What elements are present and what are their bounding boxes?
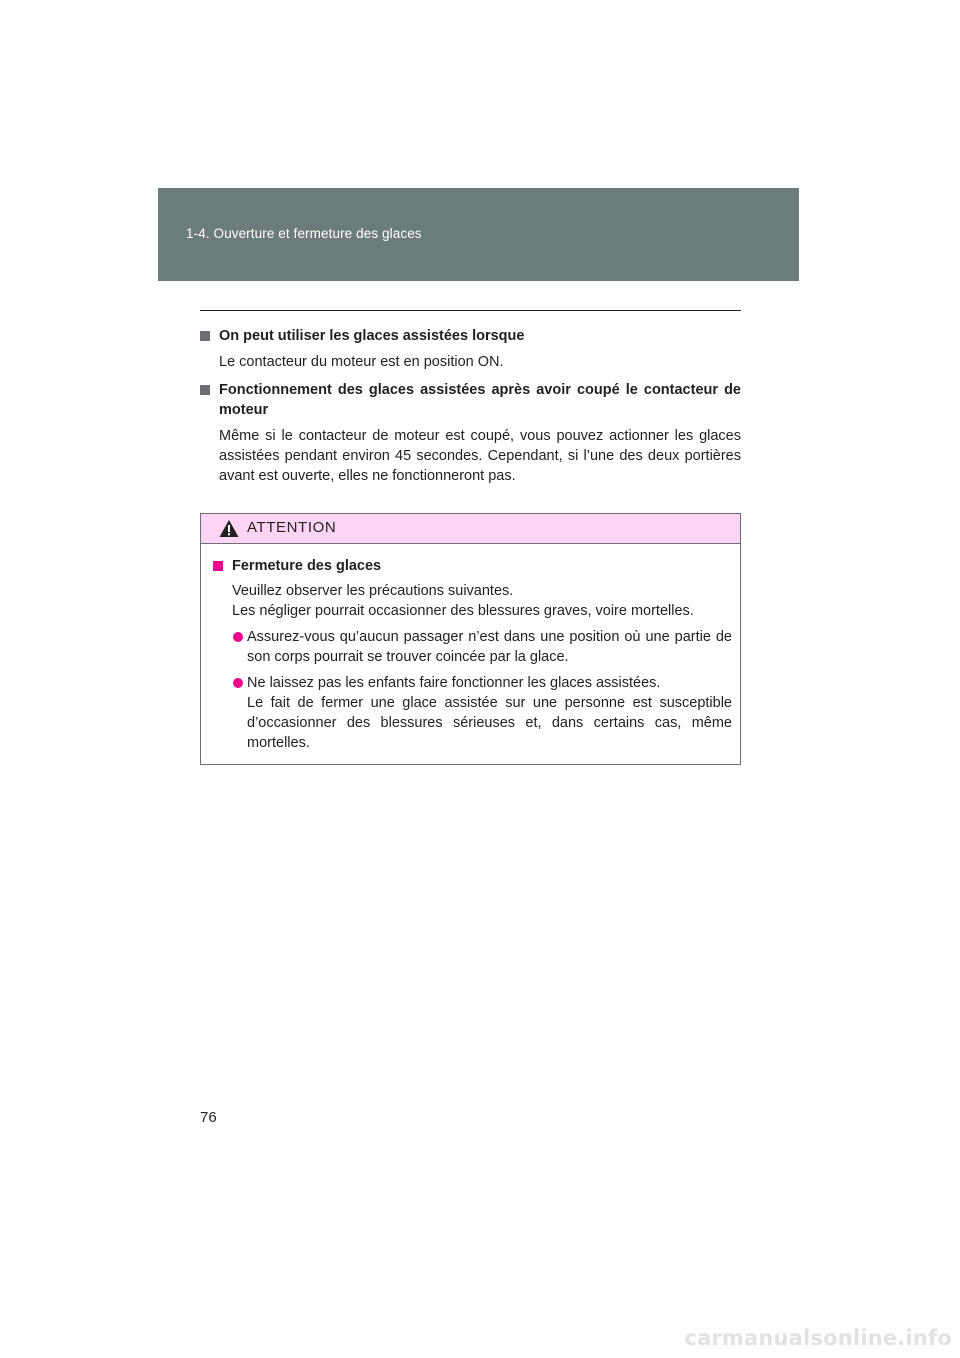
magenta-square-icon	[213, 561, 223, 571]
section-text-after-off: Même si le contacteur de moteur est coupé, vous pouvez actionner les glaces assistées pendant environ 45 secondes. Cependant, si l’une des deux portières avant est ouverte, elles ne fonctionneront pas.	[219, 428, 741, 484]
attention-bullet: Ne laissez pas les enfants faire fonctionner les glaces assistées.	[213, 673, 732, 693]
warning-triangle-icon	[219, 519, 239, 538]
magenta-dot-icon	[233, 632, 243, 642]
magenta-dot-icon	[233, 678, 243, 688]
attention-heading: Fermeture des glaces	[213, 556, 732, 576]
section-text-usage: Le contacteur du moteur est en position ON.	[219, 354, 504, 370]
section-heading-usage: On peut utiliser les glaces assistées lorsque	[200, 326, 741, 346]
section-title: 1-4. Ouverture et fermeture des glaces	[186, 226, 422, 241]
section-header-band	[158, 188, 799, 281]
attention-bullet-continuation: Le fait de fermer une glace assistée sur une personne est susceptible d’occasionner des blessures sérieuses et, dans certains cas, même mortelles.	[247, 695, 732, 751]
attention-body	[201, 544, 740, 753]
section-heading-after-off: Fonctionnement des glaces assistées après avoir coupé le contacteur de moteur	[200, 380, 741, 420]
square-bullet-icon	[200, 331, 210, 341]
attention-bullet: Assurez-vous qu’aucun passager n’est dans une position où une partie de son corps pourrait se trouver coincée par la glace.	[213, 627, 732, 667]
attention-intro-line: Veuillez observer les précautions suivantes.	[232, 583, 514, 599]
watermark: carmanualsonline.info	[684, 1326, 952, 1350]
attention-box	[200, 513, 741, 765]
square-bullet-icon	[200, 385, 210, 395]
main-content	[200, 326, 741, 486]
divider	[200, 310, 741, 311]
page-number: 76	[200, 1109, 217, 1126]
attention-header	[201, 514, 740, 544]
attention-title: ATTENTION	[247, 519, 337, 536]
attention-intro-line: Les négliger pourrait occasionner des blessures graves, voire mortelles.	[232, 603, 694, 619]
